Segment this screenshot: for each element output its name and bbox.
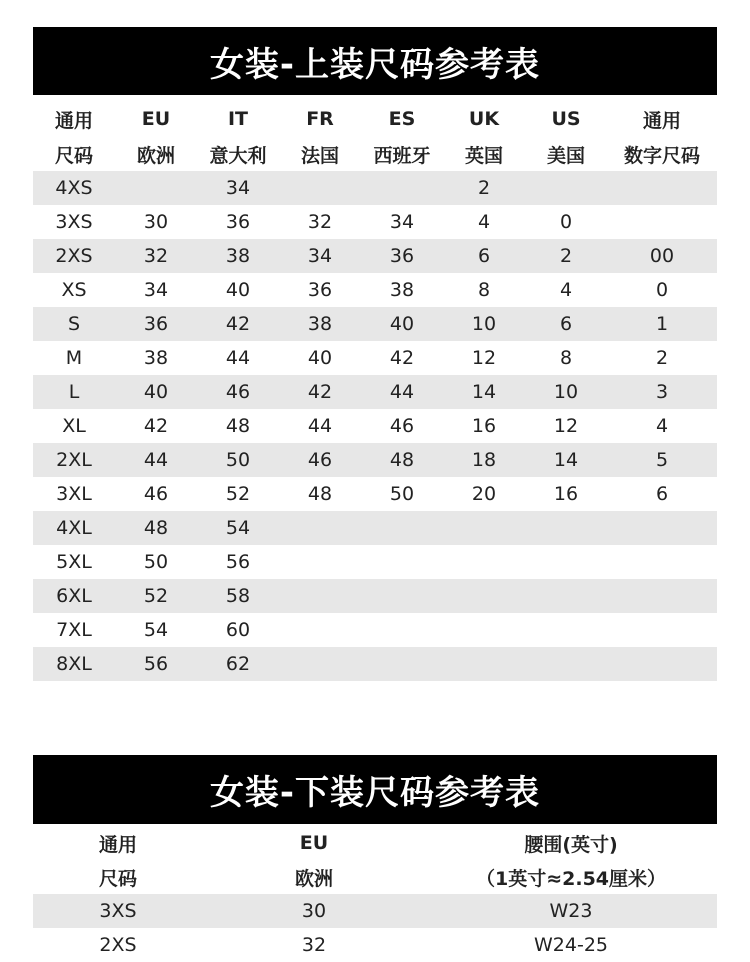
column-header-line2: 尺码 [98, 867, 137, 890]
table-cell: 40 [197, 273, 279, 307]
table-cell: 54 [197, 511, 279, 545]
table-cell: 56 [115, 647, 197, 681]
table-cell: 3XL [33, 477, 115, 511]
table-cell [361, 647, 443, 681]
table-cell: 46 [197, 375, 279, 409]
table-cell: 6 [525, 307, 607, 341]
table-cell [279, 613, 361, 647]
table-cell [525, 545, 607, 579]
table-cell [361, 579, 443, 613]
table-row [33, 409, 717, 443]
table-cell: 40 [361, 307, 443, 341]
table-cell: 36 [279, 273, 361, 307]
table-cell [443, 647, 525, 681]
table-cell: 44 [115, 443, 197, 477]
table-cell [525, 647, 607, 681]
table-cell: 12 [443, 341, 525, 375]
table-cell: 36 [197, 205, 279, 239]
table-cell: 52 [115, 579, 197, 613]
table-cell [607, 511, 717, 545]
table-cell: 12 [525, 409, 607, 443]
table-cell: 2XS [33, 239, 115, 273]
column-header-line1: 通用 [642, 109, 681, 132]
table-cell: 6 [607, 477, 717, 511]
bottom-chart-title: 女装-下装尺码参考表 [33, 755, 717, 824]
table-cell: 54 [115, 613, 197, 647]
table-cell: 10 [525, 375, 607, 409]
table-row [33, 894, 717, 928]
table-cell: 62 [197, 647, 279, 681]
column-header-line1: IT [227, 108, 249, 130]
table-cell: 0 [607, 273, 717, 307]
table-cell [361, 613, 443, 647]
table-cell: XL [33, 409, 115, 443]
table-cell: 40 [115, 375, 197, 409]
table-row [33, 341, 717, 375]
table-cell: 2 [443, 171, 525, 205]
table-cell [361, 511, 443, 545]
table-cell: 2 [607, 341, 717, 375]
table-cell: M [33, 341, 115, 375]
table-cell: 4 [525, 273, 607, 307]
table-row [33, 375, 717, 409]
table-cell [607, 205, 717, 239]
table-cell [607, 579, 717, 613]
table-cell: 38 [197, 239, 279, 273]
table-cell: 4 [607, 409, 717, 443]
table-cell: 2XL [33, 443, 115, 477]
table-cell: 32 [115, 239, 197, 273]
column-header-line1: 腰围(英寸) [524, 833, 618, 856]
table-row [33, 579, 717, 613]
table-cell: 60 [197, 613, 279, 647]
column-header-line2: 欧洲 [136, 144, 175, 167]
table-cell: 38 [361, 273, 443, 307]
table-cell: 16 [443, 409, 525, 443]
table-cell [279, 647, 361, 681]
table-cell: 4XL [33, 511, 115, 545]
table-cell: 42 [197, 307, 279, 341]
table-cell: 3 [607, 375, 717, 409]
table-cell: 32 [279, 205, 361, 239]
table-cell: W23 [425, 894, 717, 928]
table-row [33, 511, 717, 545]
table-cell: 8XL [33, 647, 115, 681]
table-row [33, 273, 717, 307]
table-cell: 50 [115, 545, 197, 579]
top-table-header [33, 95, 717, 171]
table-cell: 8 [443, 273, 525, 307]
table-cell [279, 545, 361, 579]
table-cell: 18 [443, 443, 525, 477]
table-cell [443, 545, 525, 579]
table-row [33, 443, 717, 477]
table-cell: 4XS [33, 171, 115, 205]
table-cell: 14 [443, 375, 525, 409]
table-cell: 20 [443, 477, 525, 511]
table-cell: 48 [279, 477, 361, 511]
table-cell [443, 579, 525, 613]
top-table-body [33, 171, 717, 681]
table-cell [361, 171, 443, 205]
column-header-line2: 数字尺码 [623, 144, 700, 167]
table-cell: 32 [203, 928, 425, 962]
column-header-line1: US [551, 108, 581, 130]
table-row [33, 307, 717, 341]
column-header-line2: 尺码 [54, 144, 93, 167]
table-cell: 3XS [33, 205, 115, 239]
table-cell: 8 [525, 341, 607, 375]
table-cell: 6 [443, 239, 525, 273]
table-cell [607, 613, 717, 647]
table-cell: 46 [279, 443, 361, 477]
table-cell: S [33, 307, 115, 341]
table-cell [607, 545, 717, 579]
table-cell: 46 [361, 409, 443, 443]
table-cell: 4 [443, 205, 525, 239]
table-cell: 0 [525, 205, 607, 239]
table-cell: 1 [607, 307, 717, 341]
column-header-line1: EU [299, 832, 329, 854]
column-header-line1: 通用 [98, 833, 137, 856]
top-chart-title: 女装-上装尺码参考表 [33, 27, 717, 95]
bottom-table-header [33, 824, 717, 894]
table-cell: L [33, 375, 115, 409]
table-row [33, 477, 717, 511]
table-cell: 7XL [33, 613, 115, 647]
table-cell: 00 [607, 239, 717, 273]
table-cell: 50 [197, 443, 279, 477]
table-cell [525, 511, 607, 545]
table-cell: 46 [115, 477, 197, 511]
table-cell: XS [33, 273, 115, 307]
column-header-line2: 意大利 [209, 144, 267, 167]
table-cell: 6XL [33, 579, 115, 613]
table-cell [525, 579, 607, 613]
table-row [33, 545, 717, 579]
column-header-line1: UK [468, 108, 500, 130]
table-cell: 36 [361, 239, 443, 273]
top-size-chart [33, 27, 717, 681]
table-cell: 48 [197, 409, 279, 443]
table-cell: 56 [197, 545, 279, 579]
table-cell: 14 [525, 443, 607, 477]
table-cell: 44 [197, 341, 279, 375]
table-cell [279, 579, 361, 613]
column-header-line2: 西班牙 [373, 144, 431, 167]
table-cell: 40 [279, 341, 361, 375]
table-cell: 3XS [33, 894, 203, 928]
table-cell: 16 [525, 477, 607, 511]
table-row [33, 613, 717, 647]
column-header-line2: 美国 [546, 144, 585, 167]
table-cell: 38 [115, 341, 197, 375]
table-cell: 36 [115, 307, 197, 341]
table-cell: 42 [279, 375, 361, 409]
table-row [33, 928, 717, 962]
table-row [33, 171, 717, 205]
table-cell [607, 171, 717, 205]
table-cell: 48 [361, 443, 443, 477]
table-cell [607, 647, 717, 681]
table-cell: 42 [361, 341, 443, 375]
table-cell: W24-25 [425, 928, 717, 962]
table-cell [443, 613, 525, 647]
table-cell [361, 545, 443, 579]
table-cell [279, 171, 361, 205]
table-cell: 30 [203, 894, 425, 928]
table-cell: 2 [525, 239, 607, 273]
table-cell [443, 511, 525, 545]
bottom-table-body [33, 894, 717, 962]
table-cell: 5 [607, 443, 717, 477]
table-cell: 42 [115, 409, 197, 443]
table-cell [279, 511, 361, 545]
table-cell: 2XS [33, 928, 203, 962]
table-cell [115, 171, 197, 205]
table-row [33, 647, 717, 681]
top-size-table [33, 95, 717, 681]
table-cell: 34 [115, 273, 197, 307]
table-cell: 58 [197, 579, 279, 613]
table-cell: 5XL [33, 545, 115, 579]
table-cell: 48 [115, 511, 197, 545]
table-cell: 44 [361, 375, 443, 409]
column-header-line2: 欧洲 [294, 867, 333, 890]
column-header-line1: EU [141, 108, 171, 130]
column-header-line1: ES [388, 108, 416, 130]
column-header-line2: 英国 [464, 144, 503, 167]
table-cell: 44 [279, 409, 361, 443]
bottom-size-chart [33, 755, 717, 962]
table-cell: 34 [279, 239, 361, 273]
table-cell: 52 [197, 477, 279, 511]
table-cell [525, 613, 607, 647]
table-cell [525, 171, 607, 205]
table-cell: 38 [279, 307, 361, 341]
table-cell: 30 [115, 205, 197, 239]
column-header-line2: （1英寸≈2.54厘米） [475, 867, 667, 890]
table-cell: 10 [443, 307, 525, 341]
table-cell: 34 [197, 171, 279, 205]
column-header-line1: FR [306, 108, 334, 130]
table-row [33, 239, 717, 273]
column-header-line2: 法国 [300, 144, 339, 167]
column-header-line1: 通用 [54, 109, 93, 132]
table-row [33, 205, 717, 239]
bottom-size-table [33, 824, 717, 962]
table-cell: 50 [361, 477, 443, 511]
table-cell: 34 [361, 205, 443, 239]
